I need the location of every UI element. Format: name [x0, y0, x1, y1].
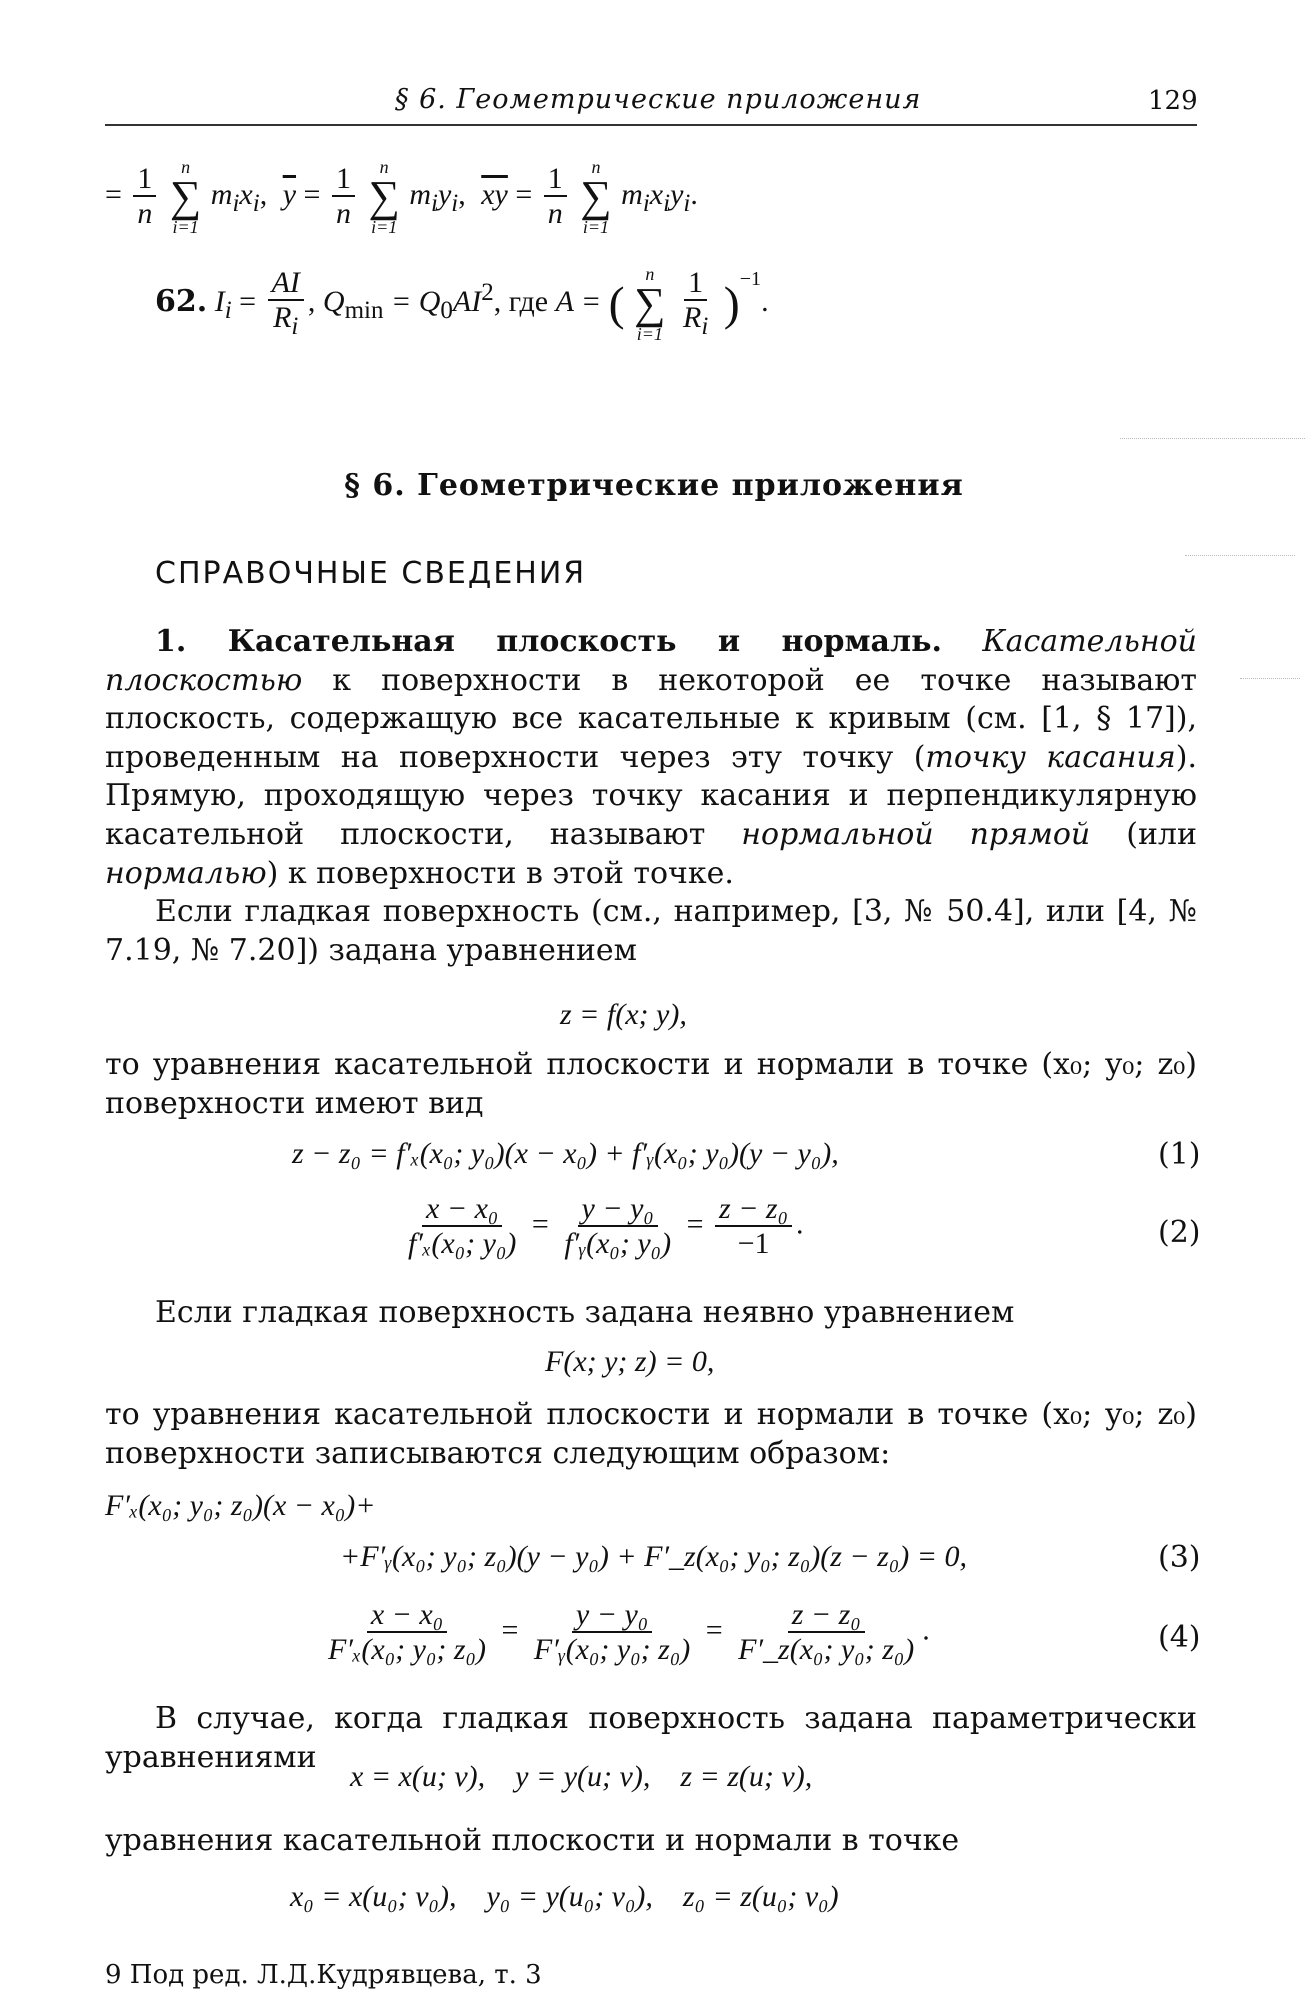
equation-2: $\frac{\text{x − x₀}}{\text{f′ₓ(x₀; y₀)}}$ = $\frac{\text{y − y₀}}{\text{f′ᵧ(x₀; y₀)}}$ = $\frac{\text{z − z₀}}{-1}$ .	[408, 1192, 804, 1260]
paragraph: Если гладкая поверхность (см., например, [3, № 50.4], или [4, № 7.19, № 7.20]) задана уравнением	[105, 894, 1197, 968]
term-normal: нормалью	[105, 855, 267, 891]
explicit-surface-equation: z = f(x; y),	[560, 998, 687, 1031]
section-title: § 6. Геометрические приложения	[344, 468, 964, 503]
equation-3-line-2: +F′ᵧ(x₀; y₀; z₀)(y − y₀) + F′_z(x₀; y₀; z₀)(z − z₀) = 0,	[340, 1540, 967, 1573]
footer-signature: 9 Под ред. Л.Д.Кудрявцева, т. 3	[105, 1960, 542, 1990]
point-equations: x₀ = x(u₀; v₀), y₀ = y(u₀; v₀), z₀ = z(u₀; v₀)	[290, 1880, 839, 1913]
paragraph: Если гладкая поверхность задана неявно уравнением	[155, 1295, 1015, 1330]
running-header-title: § 6. Геометрические приложения	[395, 84, 922, 115]
scan-artifact	[1185, 555, 1295, 556]
item-heading: 1. Касательная плоскость и нормаль.	[155, 624, 942, 659]
subsection-title: СПРАВОЧНЫЕ СВЕДЕНИЯ	[155, 556, 587, 591]
paragraph: В случае, когда гладкая поверхность задана параметрически уравнениями	[105, 1701, 1197, 1775]
scan-artifact	[1120, 438, 1305, 439]
answer-62-formula: 62. $I_i$ = $\frac{AI}{R_i}$ , $Q_{min} = Q_0AI^2$, где A = ( n ∑ i=1 $\frac{1}{R_i}$ )$^{-1}$.	[155, 264, 769, 344]
term-tangent-plane: Касательной плоскостью	[105, 624, 1197, 698]
equation-1: z − z₀ = f′ₓ(x₀; y₀)(x − x₀) + f′ᵧ(x₀; y₀)(y − y₀),	[292, 1137, 839, 1170]
fraction: $\frac{1}{n}$	[133, 162, 156, 232]
equation-2-number: (2)	[1158, 1215, 1201, 1250]
paragraph: уравнения касательной плоскости и нормали в точке	[105, 1823, 960, 1858]
page-number: 129	[1148, 86, 1198, 116]
implicit-surface-equation: F(x; y; z) = 0,	[545, 1345, 715, 1378]
term-tangency-point: точку касания	[925, 739, 1176, 775]
equation-1-number: (1)	[1158, 1137, 1201, 1172]
answer-61-formula: = $\frac{1}{n}$ n ∑ i=1 $m_ix_i$, $\overline{y}$ = $\frac{1}{n}$ n ∑ i=1 $m_iy_i$, $\overline{xy}$ = $\frac{1}{n}$ n ∑ i=1 $m_ix_iy_i$.	[105, 157, 698, 237]
term-normal-line: нормальной прямой	[741, 816, 1091, 852]
header-rule	[105, 124, 1197, 126]
equation-3-line-1: F′ₓ(x₀; y₀; z₀)(x − x₀)+	[105, 1489, 376, 1522]
paragraph: то уравнения касательной плоскости и нормали в точке (x₀; y₀; z₀) поверхности имеют вид	[105, 1047, 1197, 1121]
equation-3-number: (3)	[1158, 1540, 1201, 1575]
scan-artifact	[1240, 678, 1300, 679]
parametric-equations: x = x(u; v), y = y(u; v), z = z(u; v),	[350, 1760, 813, 1793]
equation-4: $\frac{\text{x − x₀}}{\text{F′ₓ(x₀; y₀; z₀)}}$ = $\frac{\text{y − y₀}}{\text{F′ᵧ(x₀; y₀; z₀)}}$ = $\frac{\text{z − z₀}}{\text{F′\_z(x₀; y₀; z₀)}}$ .	[328, 1598, 930, 1666]
paragraph: то уравнения касательной плоскости и нормали в точке (x₀; y₀; z₀) поверхности записываются следующим образом:	[105, 1397, 1197, 1471]
definition-paragraph: 1. Касательная плоскость и нормаль. Касательной плоскостью к поверхности в некоторой ее точке называют плоскость, содержащую все касательные к кривым (см. [1, § 17]), проведенным на поверхности через эту точку (точку касания). Прямую, проходящую через точку касания и перпендикулярную касательной плоскости, называют нормальной прямой (или нормалью) к поверхности в этой точке.	[105, 624, 1197, 891]
equation-4-number: (4)	[1158, 1620, 1201, 1655]
